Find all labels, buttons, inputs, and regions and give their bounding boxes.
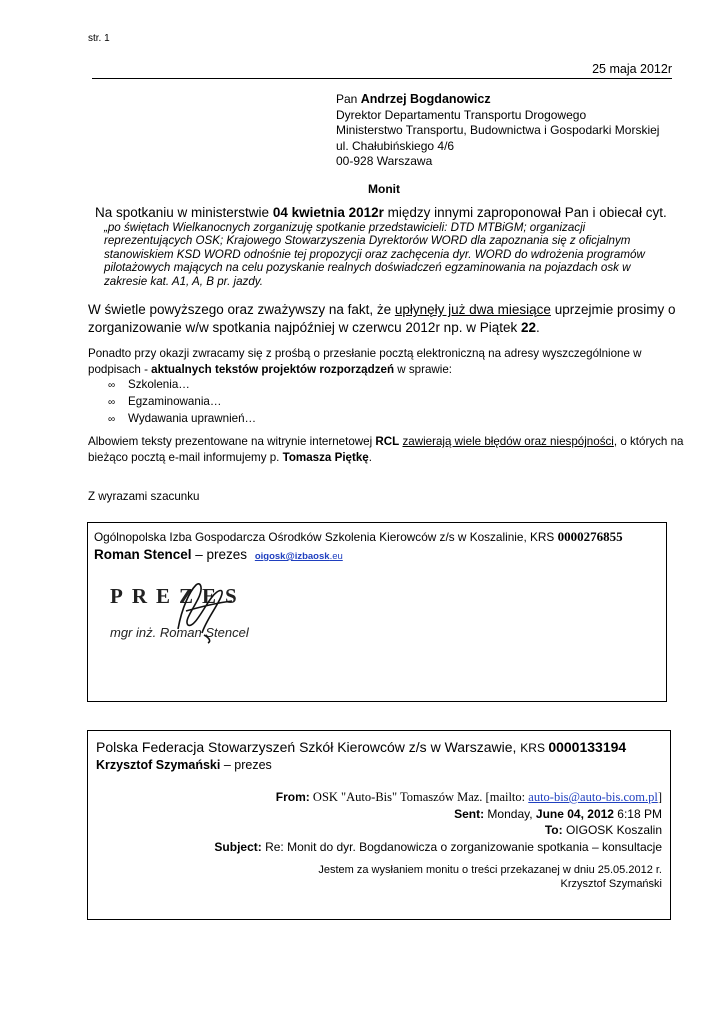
krs-label: KRS bbox=[520, 741, 549, 755]
bullet-symbol: ∞ bbox=[108, 380, 116, 391]
text: w sprawie: bbox=[394, 363, 453, 376]
bold-text: aktualnych tekstów projektów rozporządzeń bbox=[151, 363, 395, 376]
bullet-symbol: ∞ bbox=[108, 414, 116, 425]
reply-signature: Krzysztof Szymański bbox=[560, 878, 662, 890]
signatory-line bbox=[94, 547, 343, 562]
recipient-line: Ministerstwo Transportu, Budownictwa i Gospodarki Morskiej bbox=[336, 123, 660, 137]
text: uprzejmie prosimy o zorganizowanie w/w spotkania najpóźniej w czerwcu 2012r np. w Piątek bbox=[88, 302, 676, 335]
quote-line: pilotażowych mających na celu pozyskanie realnych doświadczeń egzaminowania na pojazdach osk w bbox=[104, 261, 631, 275]
bold-text: 22 bbox=[520, 320, 537, 335]
text: . bbox=[368, 451, 372, 464]
stamp-name: mgr inż. Roman Stencel bbox=[110, 625, 249, 640]
request-paragraph bbox=[88, 301, 688, 337]
email-reply bbox=[318, 863, 662, 891]
email-link[interactable]: auto-bis@auto-bis.com.pl bbox=[528, 790, 658, 804]
bold-text: RCL bbox=[375, 435, 400, 448]
signatory-name: Roman Stencel bbox=[94, 547, 192, 562]
list-item bbox=[108, 377, 256, 394]
organization-line bbox=[96, 739, 626, 755]
recipient-line: 00-928 Warszawa bbox=[336, 154, 433, 168]
intro-paragraph bbox=[95, 205, 667, 220]
reply-line: Jestem za wysłaniem monitu o treści przekazanej w dniu 25.05.2012 r. bbox=[318, 864, 662, 876]
recipient-salutation: Pan bbox=[336, 92, 358, 106]
recipient-line: ul. Chałubińskiego 4/6 bbox=[336, 138, 455, 153]
signature-stamp bbox=[108, 577, 308, 647]
intro-text: między innymi zaproponował Pan i obiecał cyt. bbox=[383, 205, 667, 220]
letter-date: 25 maja 2012r bbox=[592, 62, 672, 76]
bullet-list bbox=[108, 377, 256, 428]
list-item-text: Wydawania uprawnień… bbox=[128, 412, 257, 425]
email-link[interactable]: oigosk@izbaosk.eu bbox=[254, 551, 343, 562]
organization-line bbox=[94, 529, 623, 545]
email-header bbox=[214, 789, 662, 855]
text: Ponadto przy okazji zwracamy się z prośbą o przesłanie pocztą elektroniczną na adresy wyszczególnione w podpisach - bbox=[88, 347, 642, 376]
text: , o których na bieżąco pocztą e-mail informujemy p. bbox=[88, 435, 684, 464]
text: . bbox=[536, 320, 540, 335]
recipient-line: Dyrektor Departamentu Transportu Drogowego bbox=[336, 107, 587, 122]
underlined-text: upłynęły już dwa miesiące bbox=[394, 302, 551, 317]
quote-line: reprezentujących OSK; Krajowego Stowarzyszenia Dyrektorów WORD dla zapoznania się z oficjalnym bbox=[104, 234, 631, 248]
closing: Z wyrazami szacunku bbox=[88, 490, 200, 503]
email-to: To: OIGOSK Koszalin bbox=[544, 823, 662, 837]
quote-line: stanowiskiem KSD WORD odnośnie tej propozycji oraz zachęcenia dyr. WORD do wdrożenia programów bbox=[104, 247, 645, 261]
documents-request-paragraph bbox=[88, 346, 688, 378]
organization-name: Polska Federacja Stowarzyszeń Szkół Kierowców z/s w Warszawie, bbox=[96, 739, 521, 755]
letter-heading: Monit bbox=[368, 182, 400, 196]
signatory-line bbox=[96, 758, 272, 772]
quote-line: zakresie kat. A1, A, B pr. jazdy. bbox=[104, 274, 263, 288]
signature-box-pfsszk bbox=[87, 730, 671, 920]
errors-paragraph bbox=[88, 434, 688, 466]
list-item bbox=[108, 394, 256, 411]
text: W świetle powyższego oraz zważywszy na fakt, że bbox=[88, 302, 395, 317]
signature-box-oigosk bbox=[87, 522, 667, 702]
quotation bbox=[104, 221, 694, 288]
list-item bbox=[108, 411, 256, 428]
stamp-word: PREZES bbox=[110, 584, 246, 608]
bullet-symbol: ∞ bbox=[108, 397, 116, 408]
email-from: From: OSK "Auto-Bis" Tomaszów Maz. [mailto: auto-bis@auto-bis.com.pl] bbox=[275, 790, 662, 804]
list-item-text: Egzaminowania… bbox=[128, 395, 222, 408]
header-rule bbox=[92, 78, 672, 79]
email-sent: Sent: Monday, June 04, 2012 6:18 PM bbox=[454, 806, 662, 821]
email-subject: Subject: Re: Monit do dyr. Bogdanowicza o zorganizowanie spotkania – konsultacje bbox=[214, 839, 662, 854]
quote-line: „po świętach Wielkanocnych zorganizuję spotkanie przedstawicieli: DTD MTBiGM; organizacji bbox=[104, 221, 586, 234]
krs-number: 0000133194 bbox=[548, 739, 627, 755]
signatory-name: Krzysztof Szymański bbox=[96, 758, 221, 772]
text: Albowiem teksty prezentowane na witrynie internetowej bbox=[88, 435, 376, 448]
page-number: str. 1 bbox=[88, 33, 110, 44]
bold-text: Tomasza Piętkę bbox=[282, 451, 369, 464]
organization-name: Ogólnopolska Izba Gospodarcza Ośrodków Szkolenia Kierowców z/s w Koszalinie, KRS bbox=[94, 530, 558, 544]
underlined-text: zawierają wiele błędów oraz niespójności bbox=[402, 435, 614, 448]
recipient-name: Andrzej Bogdanowicz bbox=[360, 92, 491, 106]
signatory-role: – prezes bbox=[220, 758, 272, 772]
list-item-text: Szkolenia… bbox=[128, 378, 190, 391]
recipient-address bbox=[336, 92, 659, 170]
meeting-date: 04 kwietnia 2012r bbox=[272, 205, 384, 220]
intro-text: Na spotkaniu w ministerstwie bbox=[95, 205, 273, 220]
krs-number: 0000276855 bbox=[557, 529, 623, 544]
signatory-role: – prezes bbox=[191, 547, 248, 562]
